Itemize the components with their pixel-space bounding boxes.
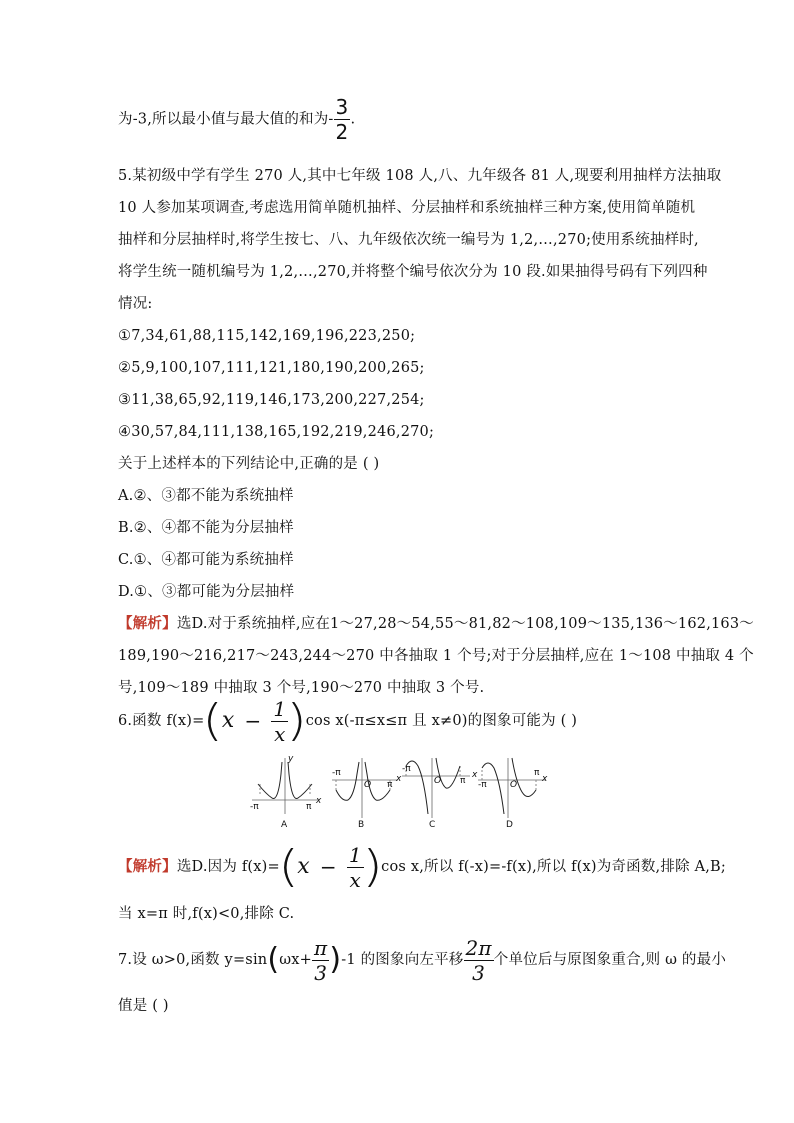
fraction-denominator: x	[349, 867, 362, 892]
q6-prefix: 6.函数 f(x)=	[118, 713, 205, 729]
q5-option-c: C.①、④都可能为系统抽样	[118, 552, 294, 568]
graph-label-d: D	[506, 820, 513, 830]
graph-d-axis-o: O	[510, 780, 518, 790]
graph-b-axis-o: O	[364, 780, 372, 790]
analysis-prefix: 选D.因为 f(x)=	[176, 859, 280, 875]
q5-analysis-line-3: 号,109～189 中抽取 3 个号,190～270 中抽取 3 个号.	[118, 680, 485, 696]
q5-case-2: ②5,9,100,107,111,121,180,190,200,265;	[118, 360, 425, 376]
graph-a-axis-y: y	[288, 754, 294, 764]
q5-case-1: ①7,34,61,88,115,142,169,196,223,250;	[118, 328, 416, 344]
q5-question: 关于上述样本的下列结论中,正确的是 ( )	[118, 456, 380, 472]
q5-stem-line-1: 5.某初级中学有学生 270 人,其中七年级 108 人,八、九年级各 81 人,现要利用抽样方法抽取	[118, 168, 722, 184]
q5-analysis-line-1	[118, 614, 754, 634]
graph-a-axis-neg-pi: -π	[250, 802, 259, 812]
graph-d-axis-neg-pi: -π	[478, 780, 487, 790]
q7-fraction-2	[464, 937, 494, 984]
q5-case-4: ④30,57,84,111,138,165,192,219,246,270;	[118, 424, 435, 440]
q5-option-b: B.②、④都不能为分层抽样	[118, 520, 294, 536]
prev-answer-tail: .	[350, 111, 356, 128]
prev-answer-text: 为-3,所以最小值与最大值的和为-	[118, 111, 334, 128]
left-paren: (	[278, 841, 299, 892]
fraction-numerator: 2π	[465, 935, 492, 960]
graph-b-axis-x: x	[396, 774, 402, 784]
q5-stem-line-5: 情况:	[118, 296, 153, 312]
fraction-numerator: π	[314, 935, 328, 960]
analysis-tag: 【解析】	[118, 858, 177, 875]
graph-c-axis-pi: π	[460, 776, 466, 786]
graph-label-a: A	[281, 820, 288, 830]
graph-b-axis-neg-pi: -π	[332, 768, 341, 778]
right-paren: )	[362, 841, 383, 892]
graph-b-axis-pi: π	[387, 780, 393, 790]
right-paren: )	[329, 942, 342, 977]
graph-label-b: B	[358, 820, 365, 830]
graph-c-axis-neg-pi: -π	[402, 764, 411, 774]
graph-c-axis-x: x	[472, 770, 478, 780]
graph-c	[402, 758, 470, 818]
q5-option-d: D.①、③都可能为分层抽样	[118, 584, 295, 600]
graph-label-c: C	[429, 820, 436, 830]
fraction-denominator: 3	[472, 960, 486, 985]
q7-stem-line-2: 值是 ( )	[118, 998, 169, 1014]
q5-stem-line-3: 抽样和分层抽样时,将学生按七、八、九年级依次统一编号为 1,2,…,270;使用系统抽样时,	[118, 232, 699, 248]
fraction-numerator: 1	[273, 696, 287, 721]
analysis-fraction	[347, 844, 364, 891]
q7-inner: ωx+	[279, 952, 312, 968]
graph-a-axis-pi: π	[306, 802, 312, 812]
q7-fraction-1	[312, 937, 329, 984]
q6-stem	[118, 696, 577, 746]
graph-a-axis-x: x	[316, 796, 322, 806]
graph-d-axis-pi: π	[534, 768, 540, 778]
left-paren: (	[202, 695, 224, 746]
prev-answer-line	[118, 96, 355, 143]
fraction-denominator: 3	[314, 960, 328, 985]
q5-stem-line-2: 10 人参加某项调查,考虑选用简单随机抽样、分层抽样和系统抽样三种方案,使用简单随机	[118, 200, 696, 216]
fraction-numerator: 3	[335, 95, 349, 119]
math-minus: −	[319, 855, 337, 879]
graph-c-axis-o: O	[434, 776, 442, 786]
math-x: x	[297, 854, 310, 879]
q7-mid: -1 的图象向左平移	[341, 952, 464, 968]
right-paren: )	[286, 695, 308, 746]
q5-option-a: A.②、③都不能为系统抽样	[118, 488, 294, 504]
graph-d-axis-x: x	[542, 774, 548, 784]
q6-suffix: cos x(-π≤x≤π 且 x≠0)的图象可能为 ( )	[305, 713, 578, 729]
analysis-suffix: cos x,所以 f(-x)=-f(x),所以 f(x)为奇函数,排除 A,B;	[381, 859, 727, 875]
q5-stem-line-4: 将学生统一随机编号为 1,2,…,270,并将整个编号依次分为 10 段.如果抽得号码有下列四种	[118, 264, 708, 280]
q5-case-3: ③11,38,65,92,119,146,173,200,227,254;	[118, 392, 425, 408]
q6-graph-options	[248, 754, 548, 830]
analysis-tag: 【解析】	[118, 615, 177, 632]
math-x: x	[221, 708, 235, 733]
fraction-denominator: x	[274, 721, 286, 746]
fraction-numerator: 1	[348, 842, 362, 867]
q6-analysis-line-2: 当 x=π 时,f(x)<0,排除 C.	[118, 906, 295, 922]
analysis-text: 选D.对于系统抽样,应在1～27,28～54,55～81,82～108,109～135,136～162,163～	[176, 616, 754, 632]
q7-suffix: 个单位后与原图象重合,则 ω 的最小	[493, 952, 727, 968]
q7-prefix: 7.设 ω>0,函数 y=sin	[118, 952, 268, 968]
q6-graphs-svg	[248, 754, 548, 830]
fraction-denominator: 2	[335, 120, 349, 144]
math-minus: −	[244, 709, 262, 733]
q6-analysis-line-1	[118, 842, 726, 892]
q5-analysis-line-2: 189,190～216,217～243,244～270 中各抽取 1 个号;对于分层抽样,应在 1～108 中抽取 4 个	[118, 648, 754, 664]
prev-answer-fraction	[334, 96, 351, 143]
left-paren: (	[267, 942, 280, 977]
q7-stem	[118, 934, 726, 986]
